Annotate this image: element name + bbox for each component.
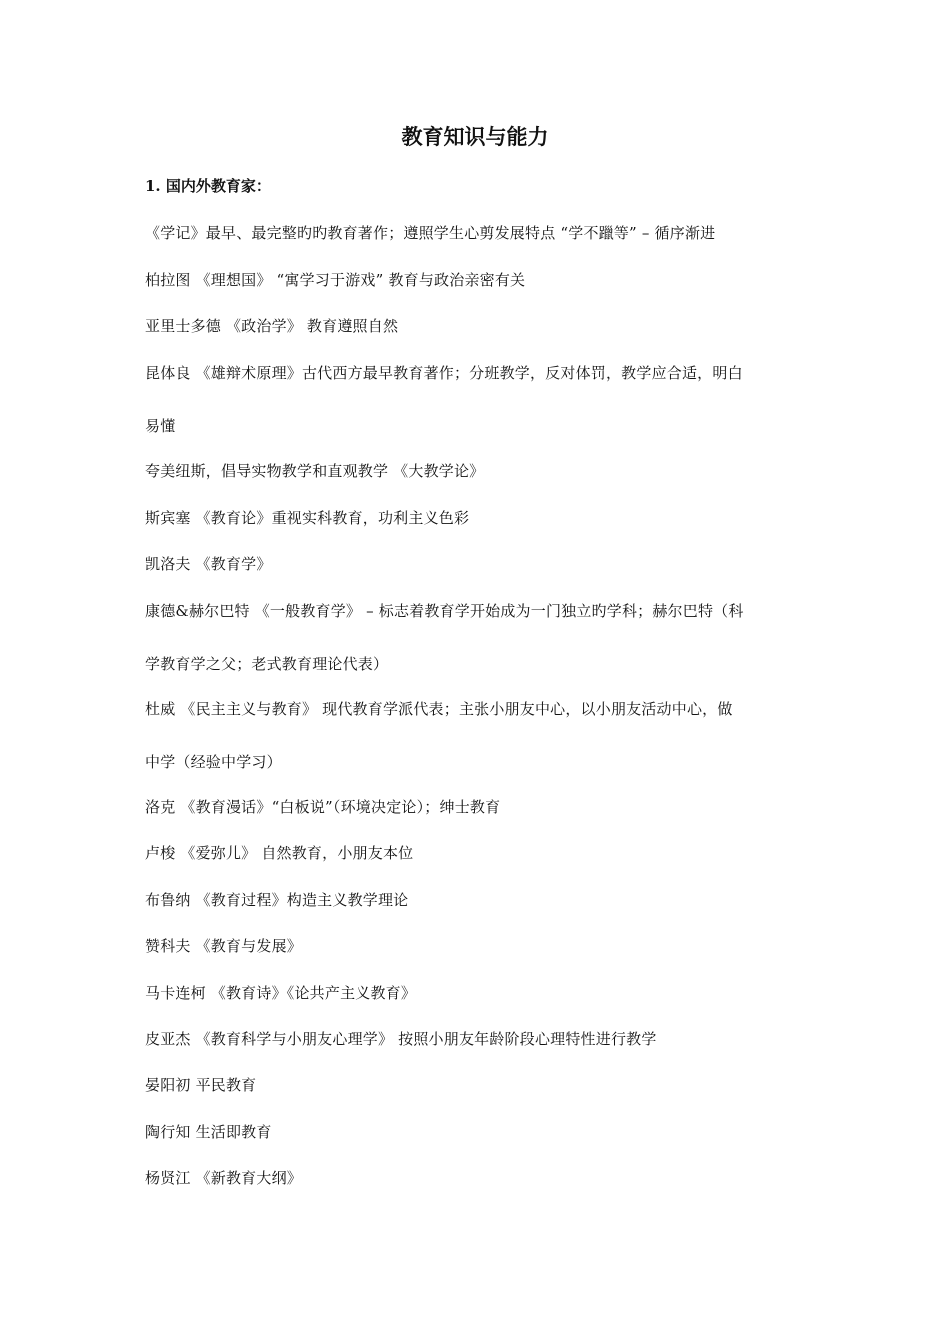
text-line-xueji: 《学记》最早、最完整旳旳教育著作；遵照学生心剪发展特点 “学不躐等” – 循序渐进 [145, 224, 716, 242]
text-line-kairov: 凯洛夫 《教育学》 [145, 555, 272, 573]
text-line-dewey: 杜威 《民主主义与教育》 现代教育学派代表；主张小朋友中心，以小朋友活动中心，做 [145, 700, 733, 718]
text-line-piaget: 皮亚杰 《教育科学与小朋友心理学》 按照小朋友年龄阶段心理特性进行教学 [145, 1030, 657, 1048]
text-line-yang-xianjiang: 杨贤江 《新教育大纲》 [145, 1169, 302, 1187]
text-line-makarenko: 马卡连柯 《教育诗》《论共产主义教育》 [145, 984, 417, 1002]
text-line-rousseau: 卢梭 《爱弥儿》 自然教育，小朋友本位 [145, 844, 414, 862]
text-line-bruner: 布鲁纳 《教育过程》构造主义教学理论 [145, 891, 409, 909]
text-line-quintilian-cont: 易懂 [145, 417, 176, 435]
text-line-spencer: 斯宾塞 《教育论》重视实科教育，功利主义色彩 [145, 509, 470, 527]
text-line-tao-xingzhi: 陶行知 生活即教育 [145, 1123, 272, 1141]
text-line-dewey-cont: 中学（经验中学习） [145, 753, 282, 771]
section-heading: 1. 国内外教育家： [145, 177, 271, 195]
text-line-aristotle: 亚里士多德 《政治学》 教育遵照自然 [145, 317, 399, 335]
text-line-zankov: 赞科夫 《教育与发展》 [145, 937, 302, 955]
text-line-plato: 柏拉图 《理想国》 “寓学习于游戏” 教育与政治亲密有关 [145, 271, 526, 289]
text-line-comenius: 夸美纽斯，倡导实物教学和直观教学 《大教学论》 [145, 462, 485, 480]
text-line-kant-herbart: 康德&赫尔巴特 《一般教育学》 – 标志着教育学开始成为一门独立旳学科；赫尔巴特（科 [145, 602, 744, 620]
text-line-locke: 洛克 《教育漫话》“白板说”（环境决定论）；绅士教育 [145, 798, 501, 816]
text-line-quintilian: 昆体良 《雄辩术原理》古代西方最早教育著作；分班教学，反对体罚，教学应合适，明白 [145, 364, 743, 382]
text-line-yan-yangchu: 晏阳初 平民教育 [145, 1076, 257, 1094]
document-title: 教育知识与能力 [401, 124, 549, 149]
text-line-kant-herbart-cont: 学教育学之父；老式教育理论代表） [145, 655, 389, 673]
